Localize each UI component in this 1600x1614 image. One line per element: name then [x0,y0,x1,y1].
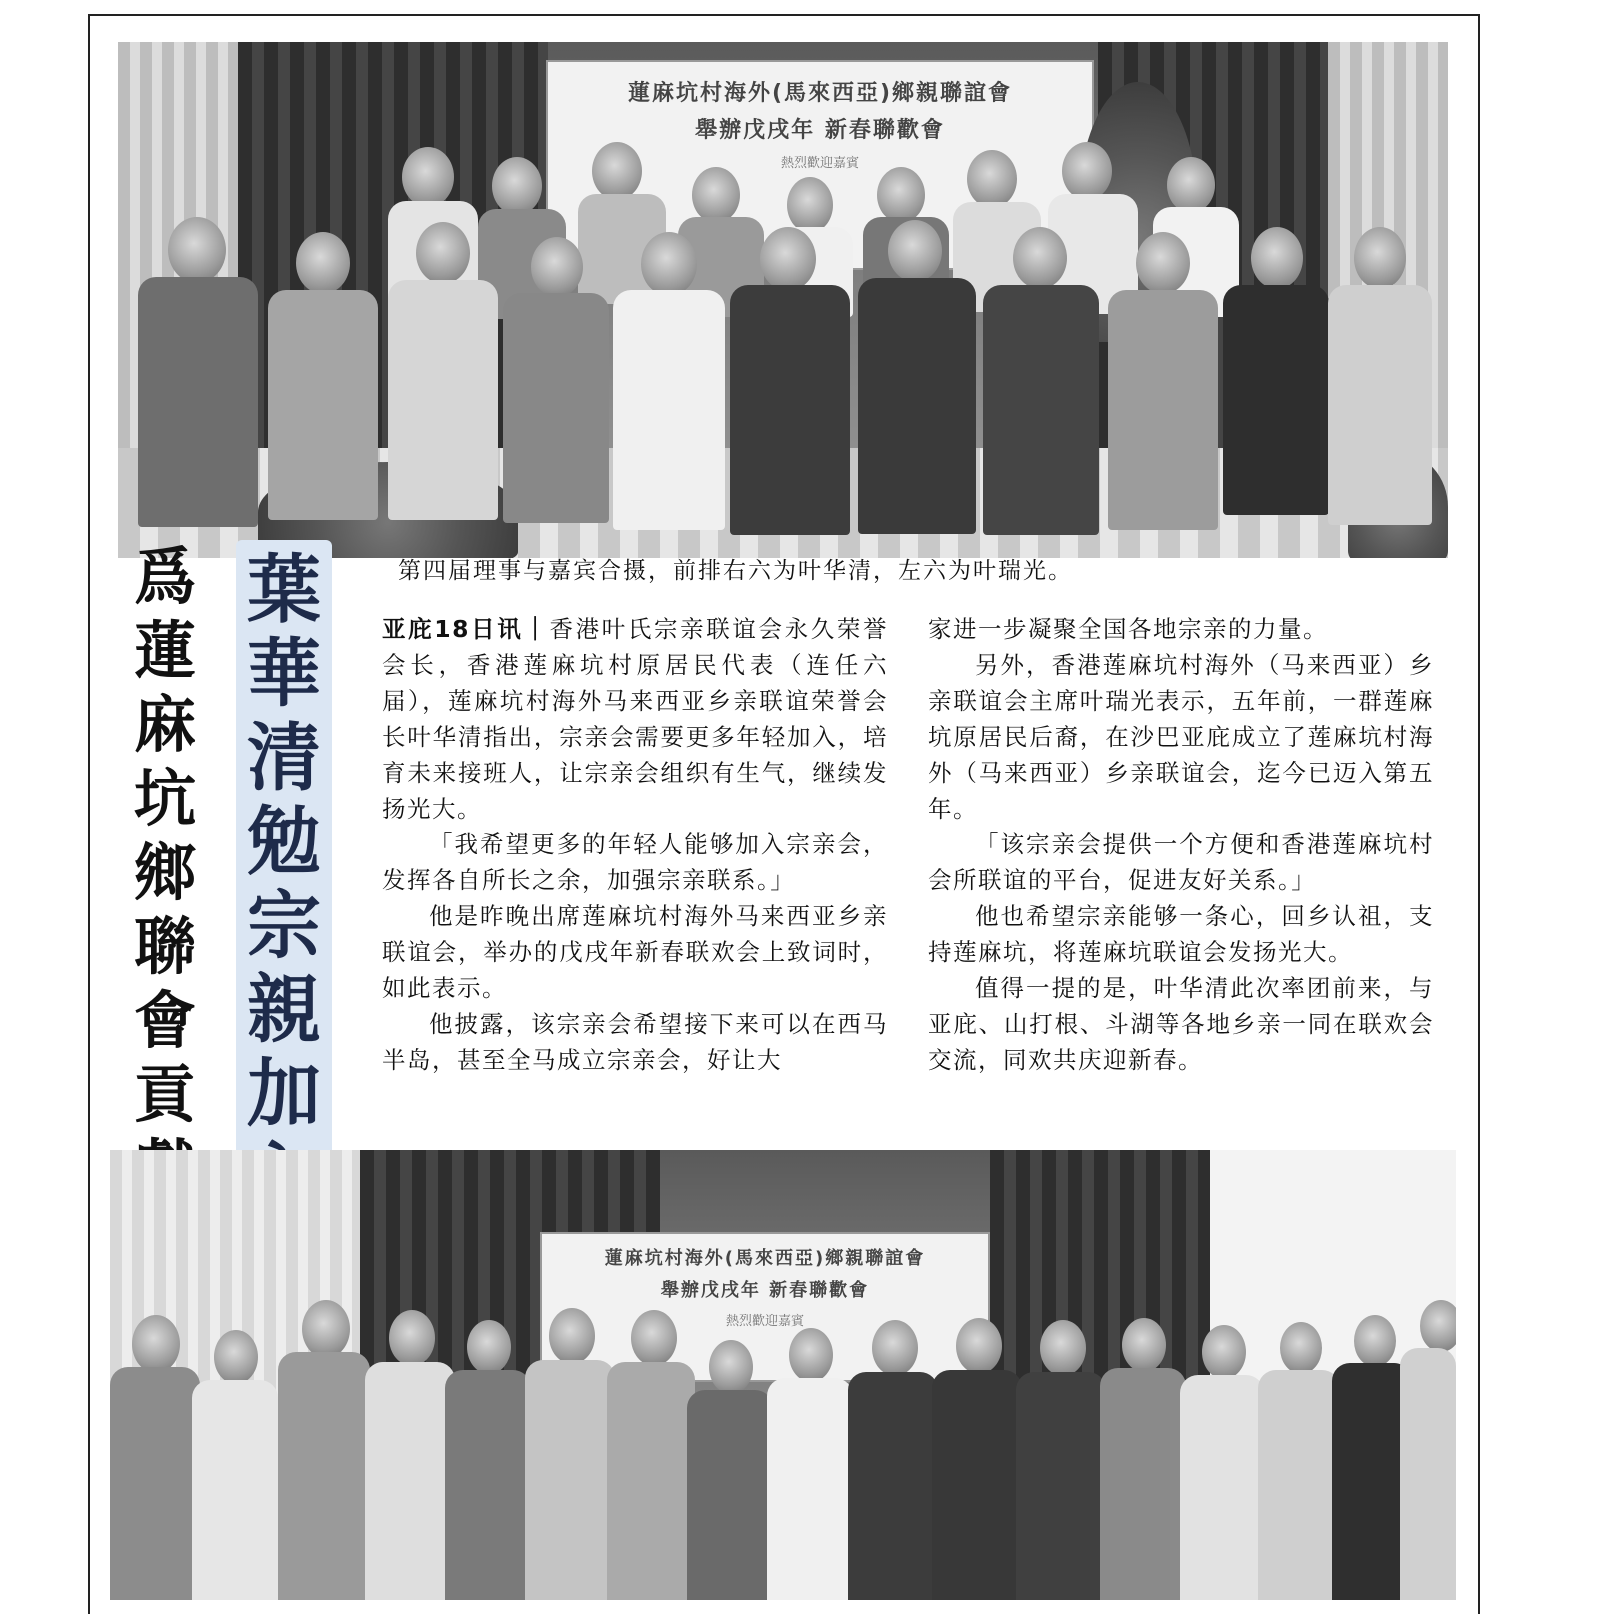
photo-caption: 第四届理事与嘉宾合摄，前排右六为叶华清，左六为叶瑞光。 [398,558,1073,584]
article-column-right [928,612,1434,1079]
headline-char: 麻 [133,688,196,761]
banner-small-text: 熱烈歡迎嘉賓 [725,1314,804,1329]
banner-title: 蓮麻坑村海外(馬來西亞)鄉親聯誼會 [604,1248,926,1269]
side-headline [128,540,202,1206]
article-paragraph: 他也希望宗亲能够一条心，回乡认祖，支持莲麻坑，将莲麻坑联谊会发扬光大。 [928,902,1434,967]
headline-char: 鄉 [133,836,196,909]
headline-char: 爲 [133,540,196,613]
banner-subtitle: 舉辦戊戌年 新春聯歡會 [695,118,945,143]
group-photo-seated [118,42,1448,558]
headline-char: 蓮 [133,614,196,687]
stage-banner [540,1232,990,1382]
group-photo-toast [110,1150,1456,1600]
dateline: 亚庇18日讯｜ [382,615,550,643]
main-headline-text [236,548,332,1220]
headline-char: 親 [247,967,321,1053]
article-paragraph: 他是昨晚出席莲麻坑村海外马来西亚乡亲联谊会，举办的戊戌年新春联欢会上致词时，如此表示。 [382,902,888,1003]
headline-char: 勉 [247,799,321,885]
headline-char: 清 [247,715,321,801]
article-paragraph: 另外，香港莲麻坑村海外（马来西亚）乡亲联谊会主席叶瑞光表示，五年前，一群莲麻坑原居民后裔，在沙巴亚庇成立了莲麻坑村海外（马来西亚）乡亲联谊会，迄今已迈入第五年。 [928,650,1434,823]
article-column-left [382,612,888,1079]
article-paragraph: 家进一步凝聚全国各地宗亲的力量。 [928,615,1328,643]
banner-subtitle: 舉辦戊戌年 新春聯歡會 [660,1280,870,1301]
headline-char: 華 [247,631,321,717]
headline-char: 葉 [247,547,321,633]
headline-char: 貢 [133,1058,196,1131]
banner-title: 蓮麻坑村海外(馬來西亞)鄉親聯誼會 [627,81,1013,106]
headline-char: 宗 [247,883,321,969]
article-paragraph: 他披露，该宗亲会希望接下来可以在西马半岛，甚至全马成立宗亲会，好让大 [382,1009,888,1074]
main-headline [236,540,332,1230]
headline-char: 會 [133,984,196,1057]
headline-char: 坑 [133,762,196,835]
banner-small-text: 熱烈歡迎嘉賓 [780,156,859,171]
headline-char: 聯 [133,910,196,983]
headline-char: 加 [247,1051,321,1137]
side-headline-text [128,540,202,1206]
article-paragraph: 「我希望更多的年轻人能够加入宗亲会，发挥各自所长之余，加强宗亲联系。」 [382,830,888,895]
article-paragraph: 值得一提的是，叶华清此次率团前来，与亚庇、山打根、斗湖等各地乡亲一同在联欢会交流，同欢共庆迎新春。 [928,974,1434,1074]
article-paragraph: 亚庇18日讯｜香港叶氏宗亲联谊会永久荣誉会长，香港莲麻坑村原居民代表（连任六届），莲麻坑村海外马来西亚乡亲联谊荣誉会长叶华清指出，宗亲会需要更多年轻加入，培育未来接班人，让宗亲会组织有生气，继续发扬光大。 [382,615,888,823]
article-paragraph: 「该宗亲会提供一个方便和香港莲麻坑村会所联谊的平台，促进友好关系。」 [928,830,1434,895]
